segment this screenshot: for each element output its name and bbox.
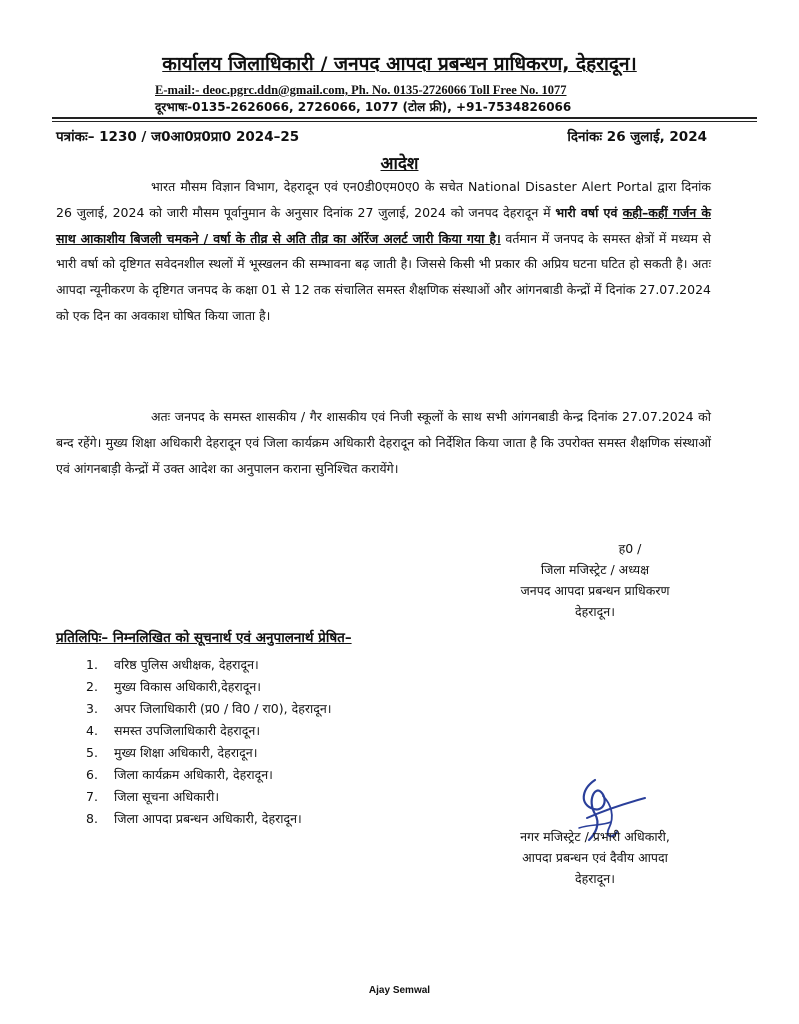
list-item: 1. वरिष्ठ पुलिस अधीक्षक, देहरादून। [86, 657, 259, 672]
letter-reference-number: पत्रांकः– 1230 / ज0आ0प्र0प्रा0 2024–25 [56, 129, 300, 145]
signatory2-line2: आपदा प्रबन्धन एवं दैवीय आपदा [522, 850, 668, 865]
list-item: 8. जिला आपदा प्रबन्धन अधिकारी, देहरादून। [86, 811, 302, 826]
paragraph1-rest: वर्तमान में जनपद के समस्त क्षेत्रों में मध्यम से भारी वर्षा को दृष्टिगत सवेदनशील स्थलों में भूस्खलन की सम्भावना बढ़ जाती है। जिससे किसी भी प्रकार की अप्रिय घटना घटित हो सकती है। अतः आपदा न्यूनीकरण के दृष्टिगत जनपद के कक्षा 01 से 12 तक संचालित समस्त शैक्षणिक संस्थाओं और आंगनबाडी केन्द्रों में दिनांक 27.07.2024 को एक दिन का अवकाश घोषित किया जाता है। [56, 230, 711, 323]
city-magistrate-signature-block [470, 826, 720, 889]
signatory2-line3: देहरादून। [575, 871, 615, 886]
list-item: 5. मुख्य शिक्षा अधिकारी, देहरादून। [86, 745, 258, 760]
office-header-title: कार्यालय जिलाधिकारी / जनपद आपदा प्रबन्धन प्राधिकरण, देहरादून। [162, 53, 637, 75]
signatory1-line2: जनपद आपदा प्रबन्धन प्राधिकरण [520, 583, 670, 598]
signed-mark: ह0 / [618, 541, 642, 556]
list-item: 7. जिला सूचना अधिकारी। [86, 789, 220, 804]
paragraph1-alert: कही–कहीं गर्जन के साथ आकाशीय बिजली चमकने / वर्षा के तीव्र से अति तीव्र का ऑरेंज अलर्ट जारी किया गया है। [56, 204, 711, 246]
paragraph1-intro: भारत मौसम विज्ञान विभाग, देहरादून एवं एन0डी0एम0ए0 के सचेत National Disaster Alert Portal द्वारा दिनांक 26 जुलाई, 2024 को जारी मौसम पूर्वानुमान के अनुसार दिनांक 27 जुलाई, 2024 को जनपद देहरादून में [56, 179, 711, 220]
order-title: आदेश [380, 154, 419, 174]
signatory1-line1: जिला मजिस्ट्रेट / अध्यक्ष [540, 562, 650, 577]
header-email-line: E-mail:- deoc.pgrc.ddn@gmail.com, Ph. No. 0135-2726066 Toll Free No. 1077 [155, 83, 567, 97]
list-item: 6. जिला कार्यक्रम अधिकारी, देहरादून। [86, 767, 273, 782]
list-item: 3. अपर जिलाधिकारी (प्र0 / वि0 / रा0), देहरादून। [86, 701, 332, 716]
signatory2-line1: नगर मजिस्ट्रेट / प्रभारी अधिकारी, [520, 829, 670, 844]
paragraph1-bold: भारी वर्षा एवं [555, 204, 623, 220]
list-item: 4. समस्त उपजिलाधिकारी देहरादून। [86, 723, 261, 738]
letter-date: दिनांकः 26 जुलाई, 2024 [567, 129, 707, 145]
signatory1-line3: देहरादून। [575, 604, 615, 619]
header-divider-thin [52, 121, 757, 122]
header-divider [52, 117, 757, 119]
copy-to-list [86, 654, 332, 830]
order-paragraph-1 [56, 174, 711, 329]
list-item: 2. मुख्य विकास अधिकारी,देहरादून। [86, 679, 262, 694]
paragraph2-text: अतः जनपद के समस्त शासकीय / गैर शासकीय एवं निजी स्कूलों के साथ सभी आंगनबाडी केन्द्र दिनांक 27.07.2024 को बन्द रहेंगे। मुख्य शिक्षा अधिकारी देहरादून एवं जिला कार्यक्रम अधिकारी देहरादून को निर्देशित किया जाता है कि उपरोक्त समस्त शैक्षणिक संस्थाओं एवं आंगनबाड़ी केन्द्रों में उक्त आदेश का अनुपालन कराना सुनिश्चित करायेंगे। [56, 409, 711, 476]
copy-to-heading: प्रतिलिपिः– निम्नलिखित को सूचनार्थ एवं अनुपालनार्थ प्रेषित– [56, 630, 352, 646]
header-phone-line: दूरभाषः-0135-2626066, 2726066, 1077 (टोल फ्री), +91-7534826066 [155, 100, 572, 114]
district-magistrate-signature-block [470, 538, 720, 622]
order-paragraph-2 [56, 404, 711, 481]
footer-author-name: Ajay Semwal [368, 985, 431, 996]
